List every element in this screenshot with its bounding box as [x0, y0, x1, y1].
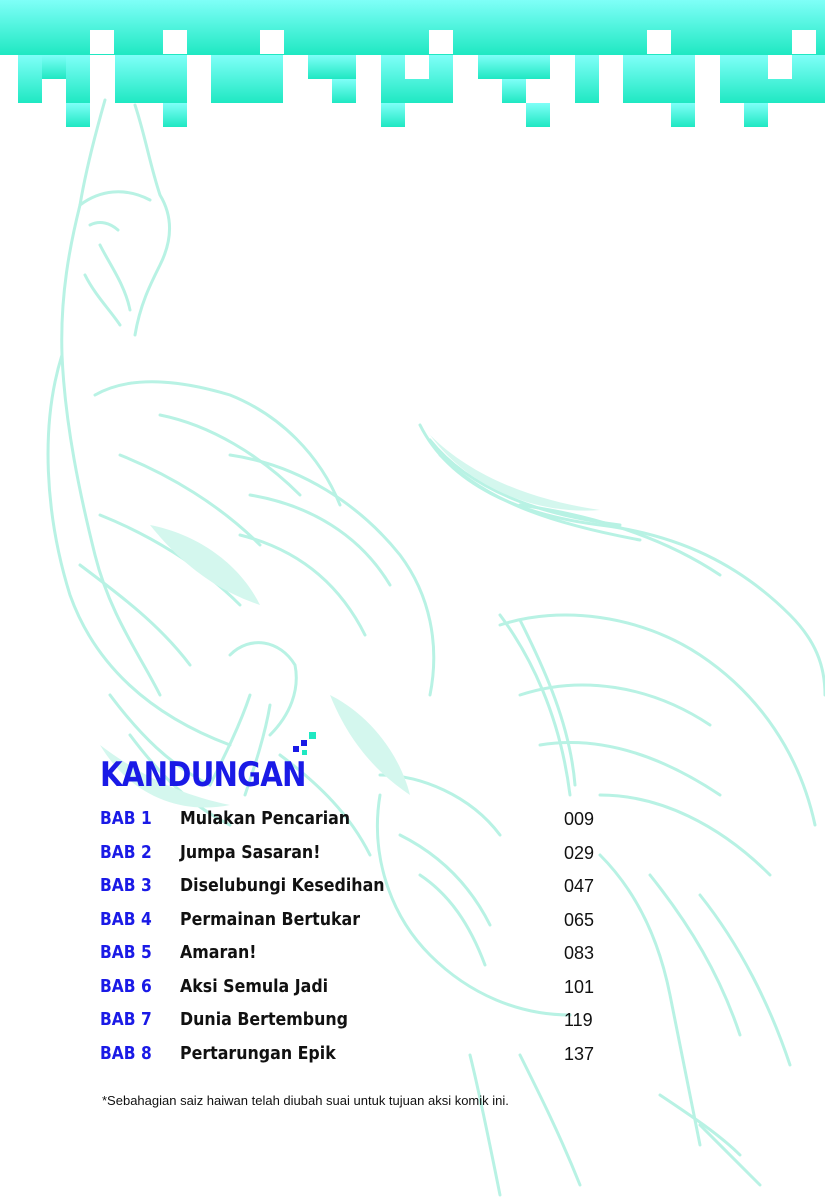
chapter-title: Aksi Semula Jadi: [180, 975, 329, 997]
toc-entry[interactable]: [100, 839, 660, 873]
chapter-title: Jumpa Sasaran!: [180, 841, 321, 863]
page-number: 119: [564, 1010, 593, 1030]
toc-entry[interactable]: [100, 872, 660, 906]
toc-entry[interactable]: [100, 906, 660, 940]
toc-entry[interactable]: [100, 1006, 660, 1040]
toc-title: KANDUNGAN: [100, 755, 306, 795]
toc-entry[interactable]: [100, 973, 660, 1007]
chapter-number: BAB 4: [100, 908, 152, 930]
page-number: 009: [564, 809, 595, 829]
toc-entry[interactable]: [100, 939, 660, 973]
chapter-title: Amaran!: [180, 942, 257, 963]
page-number: 137: [564, 1043, 595, 1064]
chapter-number: BAB 5: [100, 942, 152, 963]
chapter-number: BAB 2: [100, 841, 152, 863]
toc-entries: [100, 805, 660, 1073]
page-number: 065: [564, 909, 595, 930]
toc-entry[interactable]: [100, 1040, 660, 1074]
toc-entry[interactable]: [100, 805, 660, 839]
chapter-number: BAB 6: [100, 975, 152, 997]
page-number: 101: [564, 976, 595, 997]
page-number: 029: [564, 842, 595, 863]
chapter-title: Pertarungan Epik: [180, 1042, 336, 1064]
footnote: *Sebahagian saiz haiwan telah diubah suai untuk tujuan aksi komik ini.: [102, 1093, 509, 1108]
chapter-title: Mulakan Pencarian: [180, 808, 351, 829]
chapter-number: BAB 1: [100, 808, 152, 829]
chapter-title: Diselubungi Kesedihan: [180, 875, 385, 896]
chapter-number: BAB 8: [100, 1042, 152, 1064]
page-number: 083: [564, 943, 595, 963]
pixel-sparkle-icon: [289, 732, 319, 762]
page-number: 047: [564, 876, 595, 896]
chapter-number: BAB 7: [100, 1009, 152, 1030]
chapter-title: Permainan Bertukar: [180, 908, 361, 930]
chapter-title: Dunia Bertembung: [180, 1009, 349, 1030]
chapter-number: BAB 3: [100, 875, 152, 896]
